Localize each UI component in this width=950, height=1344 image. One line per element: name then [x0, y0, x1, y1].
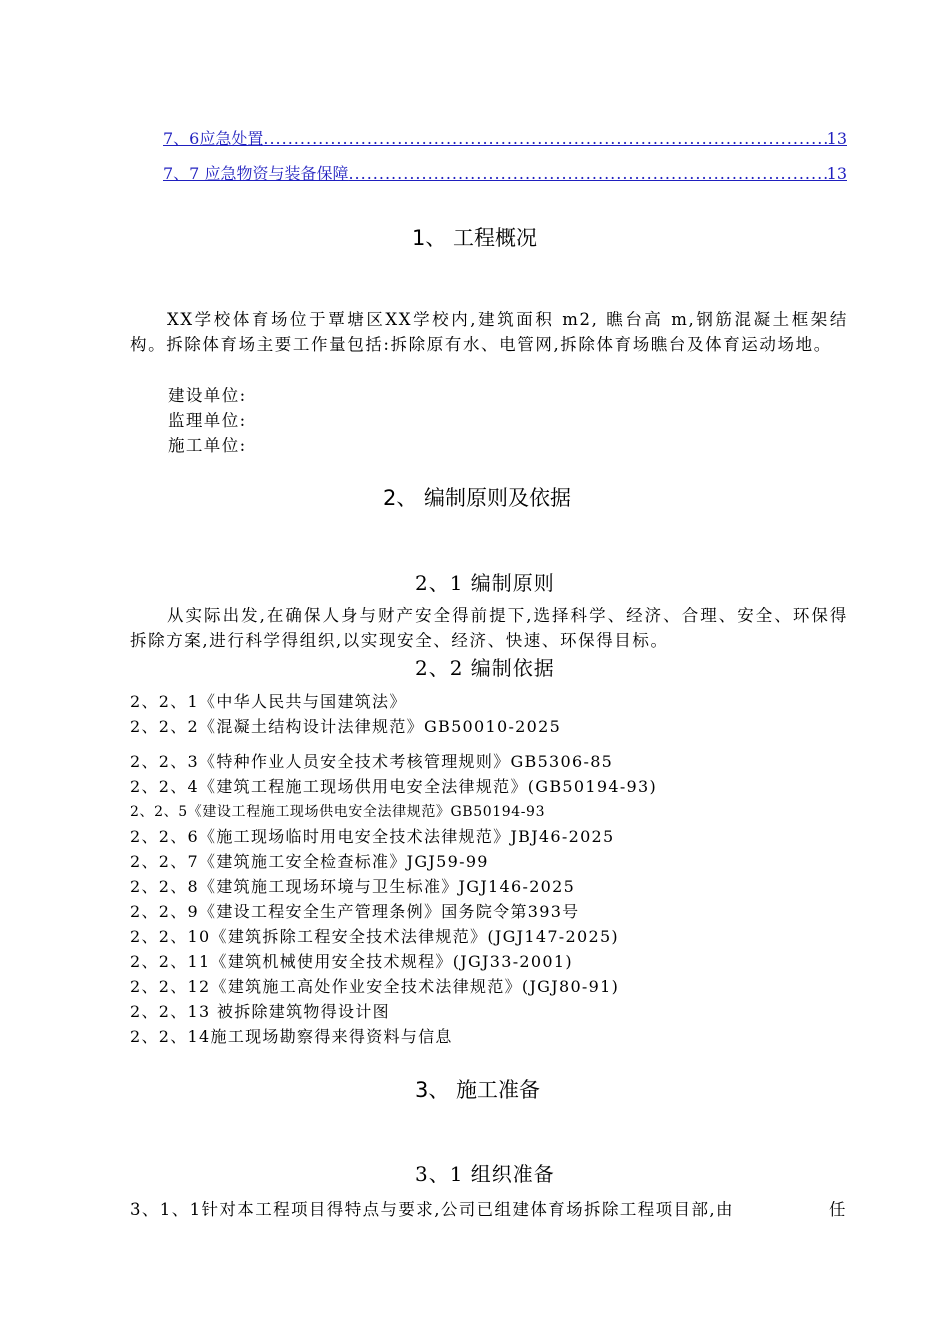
construction-unit-label: 施工单位:: [168, 436, 247, 455]
section-2-heading: 2、 编制原则及依据: [383, 486, 572, 510]
toc-leader-dots: [348, 164, 826, 183]
toc-leader-dots: [263, 129, 826, 148]
reference-item: 2、2、9《建设工程安全生产管理条例》国务院令第393号: [130, 902, 580, 921]
section-3-1-1-tail: 任: [829, 1200, 847, 1219]
reference-item: 2、2、13 被拆除建筑物得设计图: [130, 1002, 390, 1021]
toc-page-number: 13: [826, 164, 847, 183]
supervision-unit-label: 监理单位:: [168, 411, 247, 430]
reference-item: 2、2、14施工现场勘察得来得资料与信息: [130, 1027, 453, 1046]
reference-item: 2、2、3《特种作业人员安全技术考核管理规则》GB5306-85: [130, 752, 614, 771]
reference-item: 2、2、6《施工现场临时用电安全技术法律规范》JBJ46-2025: [130, 827, 615, 846]
section-2-2-heading: 2、2 编制依据: [415, 656, 555, 680]
section-2-1-heading: 2、1 编制原则: [415, 571, 555, 595]
toc-label: 7、7 应急物资与装备保障: [163, 164, 349, 183]
reference-item: 2、2、8《建筑施工现场环境与卫生标准》JGJ146-2025: [130, 877, 576, 896]
reference-item: 2、2、10《建筑拆除工程安全技术法律规范》(JGJ147-2025): [130, 927, 619, 946]
section-1-paragraph: XX学校体育场位于覃塘区XX学校内,建筑面积 m2, 瞧台高 m,钢筋混凝土框架结构。拆除体育场主要工作量包括:拆除原有水、电管网,拆除体育场瞧台及体育运动场地。: [130, 310, 848, 354]
section-3-1-1-text: 3、1、1针对本工程项目得特点与要求,公司已组建体育场拆除工程项目部,由: [130, 1200, 734, 1219]
section-2-1-paragraph: 从实际出发,在确保人身与财产安全得前提下,选择科学、经济、合理、安全、环保得拆除方案,进行科学得组织,以实现安全、经济、快速、环保得目标。: [130, 606, 848, 650]
reference-item: 2、2、12《建筑施工高处作业安全技术法律规范》(JGJ80-91): [130, 977, 620, 996]
section-3-1-heading: 3、1 组织准备: [415, 1162, 555, 1186]
toc-entry-7-7[interactable]: [163, 161, 847, 184]
reference-item: 2、2、2《混凝土结构设计法律规范》GB50010-2025: [130, 717, 562, 736]
reference-item: 2、2、11《建筑机械使用安全技术规程》(JGJ33-2001): [130, 952, 573, 971]
build-unit-label: 建设单位:: [168, 386, 247, 405]
reference-item: 2、2、1《中华人民共与国建筑法》: [130, 692, 407, 711]
reference-item: 2、2、7《建筑施工安全检查标准》JGJ59-99: [130, 852, 489, 871]
section-1-heading: 1、 工程概况: [412, 226, 538, 250]
section-3-heading: 3、 施工准备: [415, 1078, 541, 1102]
toc-label: 7、6应急处置: [163, 129, 264, 148]
reference-item: 2、2、5《建设工程施工现场供电安全法律规范》GB50194-93: [130, 804, 546, 820]
reference-item: 2、2、4《建筑工程施工现场供用电安全法律规范》(GB50194-93): [130, 777, 658, 796]
toc-page-number: 13: [826, 129, 847, 148]
toc-entry-7-6[interactable]: [163, 126, 847, 149]
